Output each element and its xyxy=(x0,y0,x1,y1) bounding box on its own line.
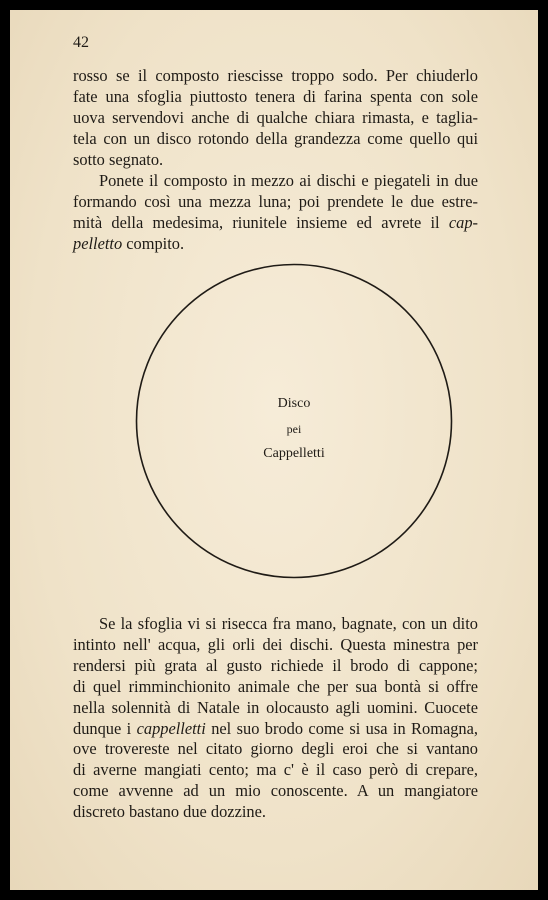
text-line: ove trovereste nel citato giorno degli eroi che si vantano xyxy=(73,739,478,759)
disc-label-line-2: pei xyxy=(286,422,302,436)
text-line xyxy=(73,234,478,255)
text-line: Ponete il composto in mezzo ai dischi e piegateli in due xyxy=(99,171,478,190)
text-segment: nel suo brodo come si usa in Romagna, xyxy=(205,718,478,738)
text-segment: mità della medesima, riunitele insieme ed avrete il xyxy=(73,212,449,232)
paragraph-2 xyxy=(73,171,478,255)
text-line: discreto bastano due dozzine. xyxy=(73,802,266,822)
text-line: come avvenne ad un mio conoscente. A un mangiatore xyxy=(73,781,478,801)
cappelletti-disc-figure xyxy=(134,262,454,580)
italic-text: pelletto xyxy=(73,233,123,253)
disc-circle xyxy=(134,262,454,580)
text-line xyxy=(73,719,478,740)
paragraph-1 xyxy=(73,66,478,171)
text-line: intinto nell' acqua, gli orli dei dischi. Questa minestra per xyxy=(73,634,478,654)
text-line: formando così una mezza luna; poi prendete le due estre- xyxy=(73,191,478,211)
paragraph-3 xyxy=(73,614,478,823)
text-line: Se la sfoglia vi si risecca fra mano, bagnate, con un dito xyxy=(99,614,478,633)
text-line: di averne mangiati cento; ma c' è il caso però di crepare, xyxy=(73,760,478,780)
page-number: 42 xyxy=(73,34,89,51)
text-segment: compito. xyxy=(122,233,185,253)
italic-text: cappelletti xyxy=(136,718,206,738)
text-line xyxy=(73,213,478,234)
disc-label-line-3: Cappelletti xyxy=(263,446,325,461)
text-line: uova servendovi anche di qualche chiara rimasta, e taglia- xyxy=(73,107,478,127)
disc-label-line-1: Disco xyxy=(277,396,311,411)
text-line: tela con un disco rotondo della grandezza come quello qui xyxy=(73,128,478,148)
text-segment: dunque i xyxy=(73,718,137,738)
book-page xyxy=(10,10,538,890)
text-line: nella solennità di Natale in olocausto agli uomini. Cuocete xyxy=(73,697,478,717)
text-line: sotto segnato. xyxy=(73,149,164,169)
text-line: fate una sfoglia piuttosto tenera di farina spenta con sole xyxy=(73,86,478,106)
italic-text: cap- xyxy=(448,212,478,232)
text-line: rendersi più grata al gusto richiede il brodo di cappone; xyxy=(73,655,478,675)
text-line: di quel rimminchionito animale che per sua bontà si offre xyxy=(73,676,478,696)
text-line: rosso se il composto riescisse troppo sodo. Per chiuderlo xyxy=(73,66,478,85)
